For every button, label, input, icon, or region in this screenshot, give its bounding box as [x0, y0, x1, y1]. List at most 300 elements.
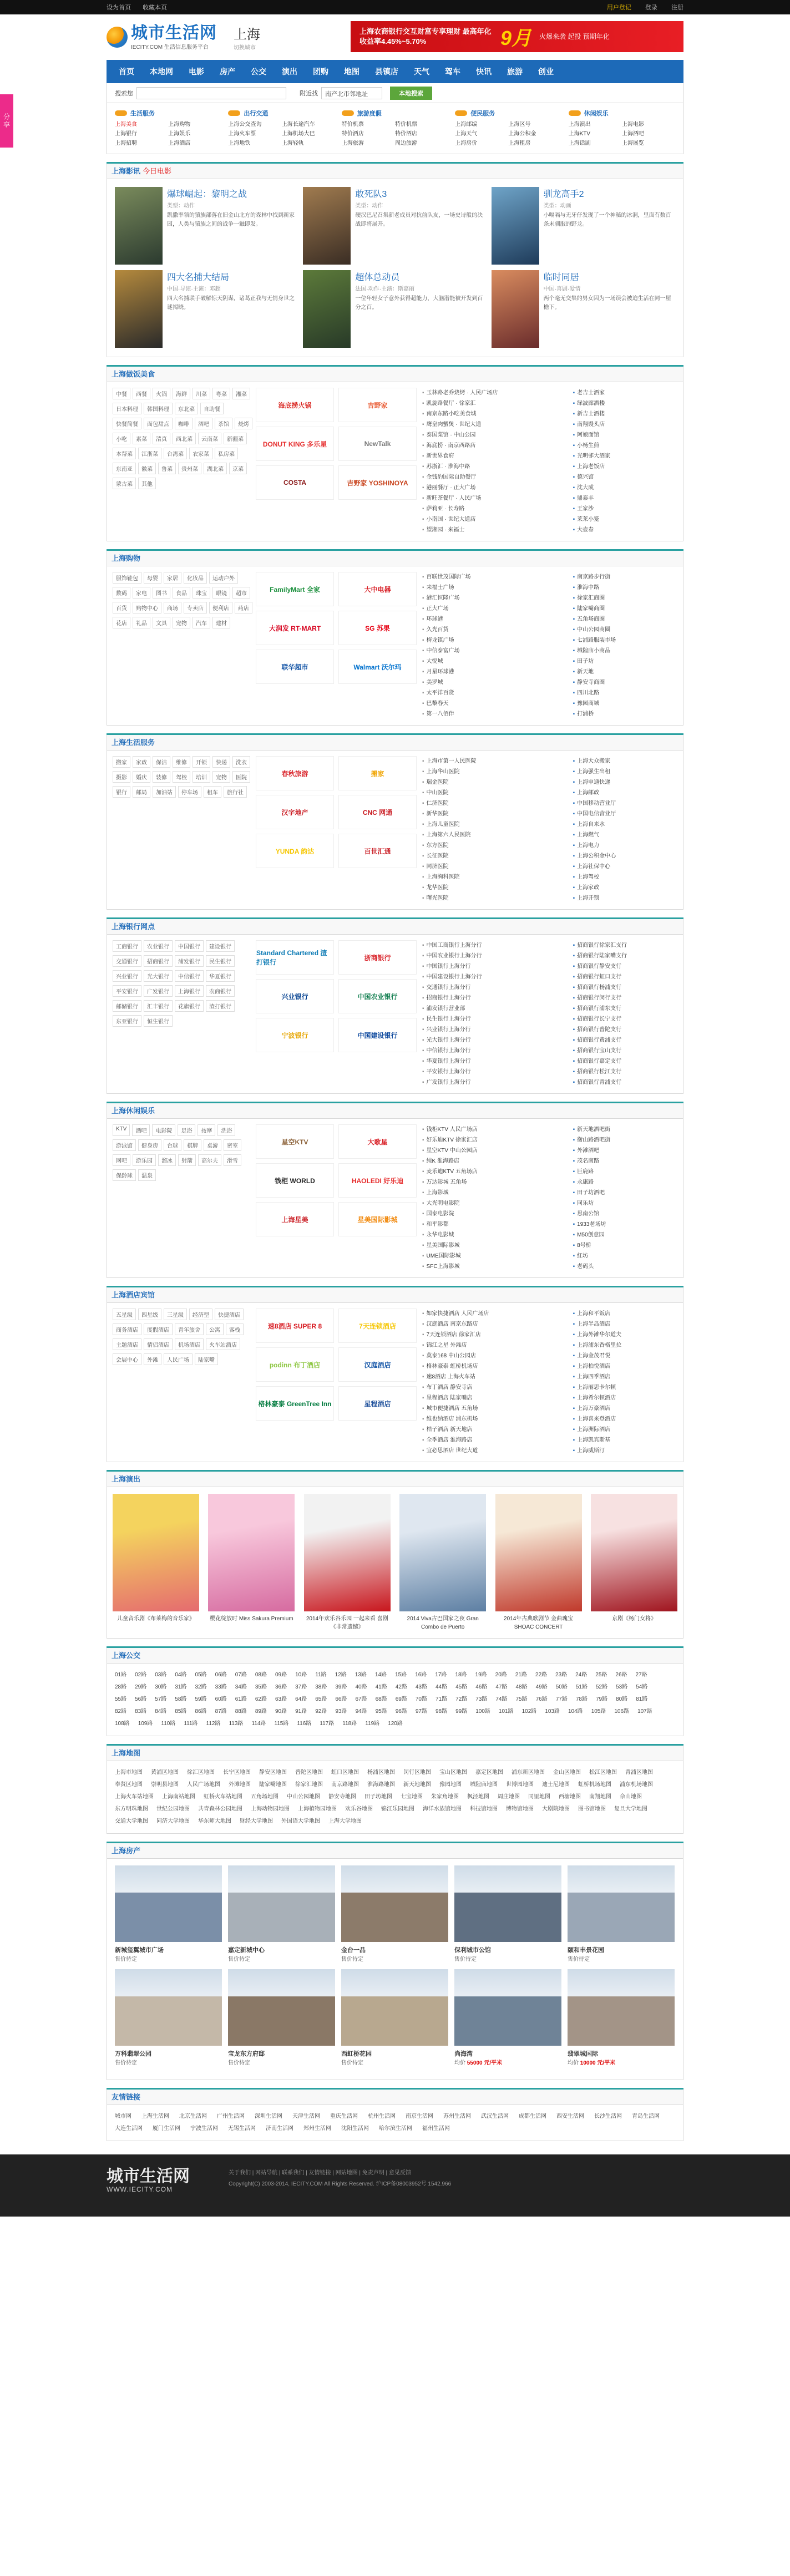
map-link[interactable]: 松江区地图 — [589, 1769, 617, 1776]
category-tag[interactable]: 广发银行 — [144, 985, 173, 997]
listing-item[interactable]: ▪ 招商银行静安支行 — [573, 961, 677, 972]
quick-link[interactable]: 特价酒店 — [395, 131, 418, 137]
listing-item[interactable]: ▪ 淮海中路 — [573, 582, 677, 593]
category-tag[interactable]: 图书 — [153, 587, 170, 599]
category-tag[interactable]: 邮储银行 — [113, 1000, 141, 1012]
show-caption[interactable]: 樱花绽放时 Miss Sakura Premium — [210, 1616, 293, 1622]
show-poster[interactable] — [399, 1494, 486, 1611]
movie-card[interactable] — [489, 185, 677, 268]
category-tag[interactable]: 游泳馆 — [113, 1139, 136, 1151]
quick-link[interactable]: 上海美食 — [115, 121, 137, 128]
map-link[interactable]: 西塘地图 — [559, 1794, 581, 1800]
category-tag[interactable]: 建材 — [212, 617, 230, 628]
category-tag[interactable]: 中国银行 — [175, 940, 204, 952]
listing-item[interactable]: ▪ 永康路 — [573, 1177, 677, 1188]
bus-line-link[interactable]: 78路 — [575, 1696, 588, 1702]
friend-link[interactable]: 哈尔滨生活网 — [379, 2126, 412, 2132]
category-tag[interactable]: 烧烤 — [235, 418, 252, 429]
movie-title[interactable]: 敢死队3 — [355, 190, 387, 199]
bus-line-link[interactable]: 91路 — [295, 1708, 307, 1715]
listing-item[interactable]: ▪ 中国电信营业厅 — [573, 809, 677, 819]
brand-logo[interactable]: FamilyMart 全家 — [256, 572, 334, 606]
bus-line-link[interactable]: 100路 — [475, 1708, 490, 1715]
quick-link[interactable]: 特价机票 — [395, 121, 418, 128]
category-tag[interactable]: 专卖店 — [184, 602, 207, 613]
category-tag[interactable]: 化妆品 — [184, 572, 207, 584]
estate-photo[interactable] — [115, 1969, 222, 2046]
bus-line-link[interactable]: 63路 — [275, 1696, 287, 1702]
show-caption[interactable]: 2014年古典歌剧节 金曲瑰宝 SHOAC CONCERT — [504, 1616, 574, 1630]
category-tag[interactable]: 新疆菜 — [224, 433, 247, 444]
friend-link[interactable]: 郑州生活网 — [303, 2126, 331, 2132]
bus-line-link[interactable]: 102路 — [521, 1708, 537, 1715]
brand-logo[interactable]: 浙商银行 — [338, 940, 417, 975]
brand-logo[interactable]: NewTalk — [338, 427, 417, 461]
brand-logo[interactable]: HAOLEDI 好乐迪 — [338, 1163, 417, 1198]
quick-link[interactable]: 上海话剧 — [568, 140, 591, 146]
category-tag[interactable]: 服饰鞋包 — [113, 572, 141, 584]
category-tag[interactable]: 银行 — [113, 786, 130, 798]
show-caption[interactable]: 2014 Viva古巴国家之夜 Gran Combo de Puerto — [407, 1616, 479, 1630]
category-tag[interactable]: 外滩 — [144, 1353, 161, 1365]
listing-item[interactable]: ▪ 打浦桥 — [573, 709, 677, 719]
listing-item[interactable]: ▪ 仁济医院 — [422, 798, 568, 809]
bus-line-link[interactable]: 29路 — [135, 1684, 147, 1690]
share-side-tab[interactable]: 分享 — [0, 94, 13, 148]
listing-item[interactable]: ▪ 上海喜来登酒店 — [573, 1414, 677, 1424]
bus-line-link[interactable]: 110路 — [161, 1721, 176, 1727]
bus-line-link[interactable]: 97路 — [415, 1708, 427, 1715]
bus-line-link[interactable]: 40路 — [355, 1684, 367, 1690]
estate-card[interactable] — [228, 1969, 335, 2066]
brand-logo[interactable]: 格林豪泰 GreenTree Inn — [256, 1386, 334, 1421]
category-tag[interactable]: 其他 — [138, 478, 156, 489]
map-link[interactable]: 中山公园地图 — [287, 1794, 320, 1800]
brand-logo[interactable]: 大歌星 — [338, 1124, 417, 1159]
header-ad-banner[interactable] — [351, 21, 683, 52]
listing-item[interactable]: ▪ 招商银行陆家嘴支行 — [573, 951, 677, 961]
bus-line-link[interactable]: 43路 — [415, 1684, 427, 1690]
listing-item[interactable]: ▪ 莱莱小笼 — [573, 514, 677, 525]
bus-line-link[interactable]: 39路 — [335, 1684, 347, 1690]
movie-poster[interactable] — [115, 270, 163, 348]
quick-link[interactable]: 上海机场大巴 — [281, 131, 315, 137]
listing-item[interactable]: ▪ 新世界食府 — [422, 451, 568, 462]
bus-line-link[interactable]: 37路 — [295, 1684, 307, 1690]
nav-item[interactable]: 创业 — [538, 67, 554, 76]
listing-item[interactable]: ▪ 东方医院 — [422, 840, 568, 851]
bus-line-link[interactable]: 10路 — [295, 1672, 307, 1678]
listing-item[interactable]: ▪ 上海电力 — [573, 840, 677, 851]
category-tag[interactable]: 医院 — [232, 771, 250, 783]
listing-item[interactable]: ▪ 中国银行上海分行 — [422, 961, 568, 972]
bus-line-link[interactable]: 64路 — [295, 1696, 307, 1702]
bus-line-link[interactable]: 60路 — [215, 1696, 227, 1702]
category-tag[interactable]: 日本料理 — [113, 403, 141, 414]
listing-item[interactable]: ▪ 豫园商城 — [573, 698, 677, 709]
brand-logo[interactable]: CNC 网通 — [338, 795, 417, 829]
listing-item[interactable]: ▪ 招商银行徐家汇支行 — [573, 940, 677, 951]
quick-link[interactable]: 上海区号 — [508, 121, 531, 128]
bus-line-link[interactable]: 23路 — [555, 1672, 568, 1678]
quick-link[interactable]: 特价酒店 — [341, 131, 364, 137]
bus-line-link[interactable]: 15路 — [395, 1672, 407, 1678]
show-poster[interactable] — [304, 1494, 391, 1611]
estate-card[interactable] — [115, 1865, 222, 1963]
category-tag[interactable]: 清真 — [153, 433, 170, 444]
category-tag[interactable]: 商务酒店 — [113, 1324, 141, 1335]
friend-link[interactable]: 上海生活网 — [141, 2113, 169, 2119]
listing-item[interactable]: ▪ 新吉士酒楼 — [573, 409, 677, 419]
listing-item[interactable]: ▪ 上海老饭店 — [573, 462, 677, 472]
listing-item[interactable]: ▪ 中国农业银行上海分行 — [422, 951, 568, 961]
quick-link[interactable]: 特价机票 — [341, 121, 364, 128]
bus-line-link[interactable]: 50路 — [555, 1684, 568, 1690]
estate-name[interactable]: 西虹桥花园 — [341, 2051, 372, 2057]
category-tag[interactable]: 度假酒店 — [144, 1324, 173, 1335]
bus-line-link[interactable]: 21路 — [515, 1672, 527, 1678]
listing-item[interactable]: ▪ 大悦城 — [422, 656, 568, 667]
map-link[interactable]: 枫泾地图 — [467, 1794, 489, 1800]
map-link[interactable]: 南翔地图 — [589, 1794, 611, 1800]
category-tag[interactable]: 台湾菜 — [164, 448, 187, 459]
listing-item[interactable]: ▪ 光明邨大酒家 — [573, 451, 677, 462]
map-link[interactable]: 徐家汇地图 — [295, 1782, 323, 1788]
movie-title[interactable]: 驯龙高手2 — [543, 190, 584, 199]
category-tag[interactable]: 汇丰银行 — [144, 1000, 173, 1012]
brand-logo[interactable]: 7天连锁酒店 — [338, 1309, 417, 1343]
category-tag[interactable]: 五星级 — [113, 1309, 136, 1320]
listing-item[interactable]: ▪ 招商银行宝山支行 — [573, 1046, 677, 1056]
listing-item[interactable]: ▪ UME国际影城 — [422, 1251, 568, 1261]
footer-logo[interactable]: 城市生活网 WWW.IECITY.COM — [107, 2167, 190, 2193]
brand-logo[interactable]: 百世汇通 — [338, 834, 417, 868]
bus-line-link[interactable]: 46路 — [475, 1684, 488, 1690]
nearby-select[interactable]: 南产北市邻地址 — [321, 87, 382, 99]
category-tag[interactable]: 洗浴 — [217, 1124, 235, 1136]
movie-poster[interactable] — [492, 270, 539, 348]
movie-card[interactable] — [489, 268, 677, 351]
listing-item[interactable]: ▪ 中国工商银行上海分行 — [422, 940, 568, 951]
friend-link[interactable]: 深圳生活网 — [255, 2113, 282, 2119]
bus-line-link[interactable]: 108路 — [115, 1721, 130, 1727]
category-tag[interactable]: 加油站 — [153, 786, 176, 798]
listing-item[interactable]: ▪ 四川北路 — [573, 688, 677, 698]
category-tag[interactable]: 药店 — [235, 602, 252, 613]
listing-item[interactable]: ▪ 来福士广场 — [422, 582, 568, 593]
listing-item[interactable]: ▪ 平安银行上海分行 — [422, 1067, 568, 1077]
brand-logo[interactable]: DONUT KING 多乐星 — [256, 427, 334, 461]
listing-item[interactable]: ▪ 全季酒店 淮海路店 — [422, 1435, 568, 1446]
listing-item[interactable]: ▪ 陆家嘴商圈 — [573, 604, 677, 614]
bus-line-link[interactable]: 47路 — [495, 1684, 508, 1690]
listing-item[interactable]: ▪ 港汇恒隆广场 — [422, 593, 568, 604]
quick-link[interactable]: 上海邮编 — [455, 121, 478, 128]
map-link[interactable]: 世博园地图 — [506, 1782, 534, 1788]
listing-item[interactable]: ▪ 新天地酒吧街 — [573, 1124, 677, 1135]
bus-line-link[interactable]: 28路 — [115, 1684, 127, 1690]
login-link[interactable]: 登录 — [645, 4, 657, 11]
category-tag[interactable]: 四星级 — [138, 1309, 161, 1320]
map-link[interactable]: 迪士尼地图 — [542, 1782, 570, 1788]
bus-line-link[interactable]: 30路 — [155, 1684, 167, 1690]
listing-item[interactable]: ▪ 梅龙镇广场 — [422, 635, 568, 646]
estate-card[interactable] — [115, 1969, 222, 2066]
nav-item[interactable]: 县镇店 — [375, 67, 398, 76]
listing-item[interactable]: ▪ 上海威斯汀 — [573, 1446, 677, 1456]
category-tag[interactable]: 渣打银行 — [206, 1000, 235, 1012]
listing-item[interactable]: ▪ 中信银行上海分行 — [422, 1046, 568, 1056]
bus-line-link[interactable]: 55路 — [115, 1696, 127, 1702]
bus-line-link[interactable]: 62路 — [255, 1696, 267, 1702]
category-tag[interactable]: 摄影 — [113, 771, 130, 783]
listing-item[interactable]: ▪ 中山公园商圈 — [573, 625, 677, 635]
listing-item[interactable]: ▪ 国泰电影院 — [422, 1209, 568, 1219]
bus-line-link[interactable]: 20路 — [495, 1672, 507, 1678]
listing-item[interactable]: ▪ 星美国际影城 — [422, 1240, 568, 1251]
category-tag[interactable]: 商场 — [164, 602, 181, 613]
listing-item[interactable]: ▪ 上海洲际酒店 — [573, 1424, 677, 1435]
map-link[interactable]: 同济大学地图 — [156, 1818, 190, 1824]
movie-card[interactable] — [301, 268, 489, 351]
estate-name[interactable]: 尚海湾 — [454, 2051, 473, 2057]
listing-item[interactable]: ▪ 上海凯宾斯基 — [573, 1435, 677, 1446]
category-tag[interactable]: 上海银行 — [175, 985, 204, 997]
show-card[interactable] — [399, 1494, 486, 1631]
bus-line-link[interactable]: 70路 — [415, 1696, 427, 1702]
map-link[interactable]: 陆家嘴地图 — [259, 1782, 287, 1788]
bus-line-link[interactable]: 87路 — [215, 1708, 227, 1715]
category-tag[interactable]: 京菜 — [229, 463, 247, 474]
listing-item[interactable]: ▪ 中国建设银行上海分行 — [422, 972, 568, 982]
friend-link[interactable]: 武汉生活网 — [481, 2113, 509, 2119]
map-link[interactable]: 佘山地图 — [620, 1794, 642, 1800]
show-poster[interactable] — [591, 1494, 677, 1611]
category-tag[interactable]: 恒生银行 — [144, 1015, 173, 1027]
listing-item[interactable]: ▪ 苏浙汇 · 淮海中路 — [422, 462, 568, 472]
listing-item[interactable]: ▪ 太平洋百货 — [422, 688, 568, 698]
map-link[interactable]: 外滩地图 — [229, 1782, 251, 1788]
listing-item[interactable]: ▪ 招商银行黄浦支行 — [573, 1035, 677, 1046]
quick-link[interactable]: 上海长途汽车 — [281, 121, 315, 128]
estate-photo[interactable] — [115, 1865, 222, 1942]
category-tag[interactable]: 火车站酒店 — [206, 1338, 240, 1350]
brand-logo[interactable]: podinn 布丁酒店 — [256, 1347, 334, 1382]
category-tag[interactable]: 本帮菜 — [113, 448, 136, 459]
nav-item[interactable]: 本地网 — [150, 67, 173, 76]
category-tag[interactable]: 按摩 — [198, 1124, 215, 1136]
bus-line-link[interactable]: 59路 — [195, 1696, 207, 1702]
brand-logo[interactable]: 大中电器 — [338, 572, 417, 606]
listing-item[interactable]: ▪ 徐家汇商圈 — [573, 593, 677, 604]
category-tag[interactable]: 保龄球 — [113, 1169, 136, 1181]
map-link[interactable]: 人民广场地图 — [187, 1782, 220, 1788]
show-poster[interactable] — [495, 1494, 582, 1611]
movie-title[interactable]: 爆球崛起：黎明之战 — [167, 190, 247, 199]
movie-card[interactable] — [113, 185, 301, 268]
listing-item[interactable]: ▪ 光大银行上海分行 — [422, 1035, 568, 1046]
bus-line-link[interactable]: 33路 — [215, 1684, 227, 1690]
bus-line-link[interactable]: 96路 — [395, 1708, 407, 1715]
map-link[interactable]: 东方明珠地图 — [115, 1806, 148, 1812]
brand-logo[interactable]: 速8酒店 SUPER 8 — [256, 1309, 334, 1343]
category-tag[interactable]: 粤菜 — [212, 388, 230, 399]
listing-item[interactable]: ▪ 泰国菜馆 · 中山公园 — [422, 430, 568, 440]
listing-item[interactable]: ▪ 桔子酒店 新天地店 — [422, 1424, 568, 1435]
friend-link[interactable]: 厦门生活网 — [153, 2126, 180, 2132]
bus-line-link[interactable]: 84路 — [155, 1708, 167, 1715]
listing-item[interactable]: ▪ 新天地 — [573, 667, 677, 677]
bus-line-link[interactable]: 54路 — [636, 1684, 648, 1690]
bus-line-link[interactable]: 18路 — [455, 1672, 467, 1678]
listing-item[interactable]: ▪ 锦江之星 外滩店 — [422, 1340, 568, 1351]
map-link[interactable]: 虹桥火车站地图 — [204, 1794, 242, 1800]
map-link[interactable]: 欢乐谷地图 — [345, 1806, 373, 1812]
estate-card[interactable] — [228, 1865, 335, 1963]
category-tag[interactable]: 珠宝 — [193, 587, 210, 599]
category-tag[interactable]: 培训 — [193, 771, 210, 783]
bus-line-link[interactable]: 101路 — [498, 1708, 514, 1715]
quick-link[interactable]: 上海公积金 — [508, 131, 536, 137]
listing-item[interactable]: ▪ 中国移动营业厅 — [573, 798, 677, 809]
listing-item[interactable]: ▪ 同乐坊 — [573, 1198, 677, 1209]
search-input[interactable] — [136, 87, 286, 99]
friend-link[interactable]: 济南生活网 — [266, 2126, 293, 2132]
bus-line-link[interactable]: 11路 — [315, 1672, 327, 1678]
listing-item[interactable]: ▪ 上海申通快递 — [573, 777, 677, 788]
listing-item[interactable]: ▪ 海底捞 · 南京西路店 — [422, 440, 568, 451]
listing-item[interactable]: ▪ 南京路步行街 — [573, 572, 677, 582]
listing-item[interactable]: ▪ 维也纳酒店 浦东机场 — [422, 1414, 568, 1424]
listing-item[interactable]: ▪ 大壶春 — [573, 525, 677, 535]
category-tag[interactable]: 密室 — [224, 1139, 241, 1151]
listing-item[interactable]: ▪ 茂名南路 — [573, 1156, 677, 1167]
bus-line-link[interactable]: 105路 — [591, 1708, 606, 1715]
brand-logo[interactable]: 星空KTV — [256, 1124, 334, 1159]
category-tag[interactable]: 青年旅舍 — [175, 1324, 204, 1335]
bus-line-link[interactable]: 56路 — [135, 1696, 147, 1702]
quick-link[interactable]: 上海酒吧 — [621, 131, 644, 137]
category-tag[interactable]: 江浙菜 — [138, 448, 161, 459]
category-tag[interactable]: 洗衣 — [232, 756, 250, 768]
bus-line-link[interactable]: 26路 — [615, 1672, 627, 1678]
listing-item[interactable]: ▪ 绿波廊酒楼 — [573, 398, 677, 409]
listing-item[interactable]: ▪ 永华电影城 — [422, 1230, 568, 1240]
listing-item[interactable]: ▪ 交通银行上海分行 — [422, 982, 568, 993]
nav-item[interactable]: 首页 — [119, 67, 134, 76]
map-link[interactable]: 华东师大地图 — [198, 1818, 231, 1824]
category-tag[interactable]: 婚庆 — [133, 771, 150, 783]
friend-link[interactable]: 杭州生活网 — [368, 2113, 396, 2119]
friend-link[interactable]: 广州生活网 — [217, 2113, 245, 2119]
show-caption[interactable]: 京剧《杨门女将》 — [611, 1616, 656, 1622]
category-tag[interactable]: 游乐园 — [133, 1154, 156, 1166]
listing-item[interactable]: ▪ 招商银行杨浦支行 — [573, 982, 677, 993]
listing-item[interactable]: ▪ 麦乐迪KTV 五角场店 — [422, 1167, 568, 1177]
category-tag[interactable]: 兴业银行 — [113, 970, 141, 982]
bus-line-link[interactable]: 103路 — [545, 1708, 560, 1715]
category-tag[interactable]: 西北菜 — [173, 433, 196, 444]
bus-line-link[interactable]: 115路 — [274, 1721, 289, 1727]
bus-line-link[interactable]: 85路 — [175, 1708, 187, 1715]
bus-line-link[interactable]: 109路 — [138, 1721, 153, 1727]
listing-item[interactable]: ▪ 望湘园 · 来福士 — [422, 525, 568, 535]
listing-item[interactable]: ▪ 南翔馒头店 — [573, 419, 677, 430]
map-link[interactable]: 杨浦区地图 — [367, 1769, 395, 1776]
movie-card[interactable] — [301, 185, 489, 268]
category-tag[interactable]: 开锁 — [193, 756, 210, 768]
estate-name[interactable]: 嘉定新城中心 — [228, 1947, 265, 1954]
estate-photo[interactable] — [454, 1969, 561, 2046]
brand-logo[interactable]: Walmart 沃尔玛 — [338, 650, 417, 684]
listing-item[interactable]: ▪ 宜必思酒店 世纪大道 — [422, 1446, 568, 1456]
bus-line-link[interactable]: 66路 — [335, 1696, 347, 1702]
brand-logo[interactable]: 大润发 RT-MART — [256, 611, 334, 645]
bus-line-link[interactable]: 27路 — [635, 1672, 647, 1678]
estate-card[interactable] — [454, 1865, 561, 1963]
bus-line-link[interactable]: 113路 — [229, 1721, 244, 1727]
bus-line-link[interactable]: 16路 — [415, 1672, 427, 1678]
category-tag[interactable]: 小吃 — [113, 433, 130, 444]
quick-link[interactable]: 上海地铁 — [228, 140, 251, 146]
category-tag[interactable]: 超市 — [232, 587, 250, 599]
estate-photo[interactable] — [228, 1969, 335, 2046]
category-tag[interactable]: 酒吧 — [195, 418, 212, 429]
bus-line-link[interactable]: 61路 — [235, 1696, 247, 1702]
listing-item[interactable]: ▪ 上海社保中心 — [573, 861, 677, 872]
bus-line-link[interactable]: 119路 — [365, 1721, 380, 1727]
map-link[interactable]: 复旦大学地图 — [614, 1806, 647, 1812]
estate-name[interactable]: 新城玺翼城市广场 — [115, 1947, 164, 1954]
listing-item[interactable]: ▪ 上海浦东香格里拉 — [573, 1340, 677, 1351]
listing-item[interactable]: ▪ 第一八佰伴 — [422, 709, 568, 719]
quick-link[interactable]: 上海KTV — [568, 131, 591, 137]
estate-photo[interactable] — [341, 1865, 448, 1942]
listing-item[interactable]: ▪ 大光明电影院 — [422, 1198, 568, 1209]
listing-item[interactable]: ▪ 德兴馆 — [573, 472, 677, 483]
listing-item[interactable]: ▪ 萨莉亚 · 长寿路 — [422, 504, 568, 514]
category-tag[interactable]: 农业银行 — [144, 940, 173, 952]
category-tag[interactable]: 租车 — [204, 786, 221, 798]
category-tag[interactable]: 购物中心 — [133, 602, 161, 613]
category-tag[interactable]: 宠物 — [173, 617, 190, 628]
brand-logo[interactable]: 星美国际影城 — [338, 1202, 417, 1236]
brand-logo[interactable]: 春秋旅游 — [256, 756, 334, 790]
listing-item[interactable]: ▪ 静安寺商圈 — [573, 677, 677, 688]
listing-item[interactable]: ▪ 城市便捷酒店 五角场 — [422, 1403, 568, 1414]
estate-photo[interactable] — [568, 1969, 675, 2046]
category-tag[interactable]: 眼镜 — [212, 587, 230, 599]
category-tag[interactable]: 东亚银行 — [113, 1015, 141, 1027]
listing-item[interactable]: ▪ 招商银行浦东支行 — [573, 1003, 677, 1014]
friend-link[interactable]: 成都生活网 — [519, 2113, 546, 2119]
bus-line-link[interactable]: 89路 — [255, 1708, 267, 1715]
movie-card[interactable] — [113, 268, 301, 351]
map-link[interactable]: 静安寺地图 — [328, 1794, 356, 1800]
map-link[interactable]: 宝山区地图 — [439, 1769, 467, 1776]
bus-line-link[interactable]: 81路 — [636, 1696, 648, 1702]
friend-link[interactable]: 苏州生活网 — [443, 2113, 471, 2119]
friend-link[interactable]: 无锡生活网 — [228, 2126, 256, 2132]
category-tag[interactable]: 电影院 — [152, 1124, 175, 1136]
movie-poster[interactable] — [303, 187, 351, 265]
bus-line-link[interactable]: 03路 — [155, 1672, 167, 1678]
map-link[interactable]: 崇明县地图 — [151, 1782, 179, 1788]
category-tag[interactable]: 三星级 — [164, 1309, 187, 1320]
map-link[interactable]: 周庄地图 — [498, 1794, 520, 1800]
listing-item[interactable]: ▪ 招商银行松江支行 — [573, 1067, 677, 1077]
bus-line-link[interactable]: 44路 — [435, 1684, 448, 1690]
